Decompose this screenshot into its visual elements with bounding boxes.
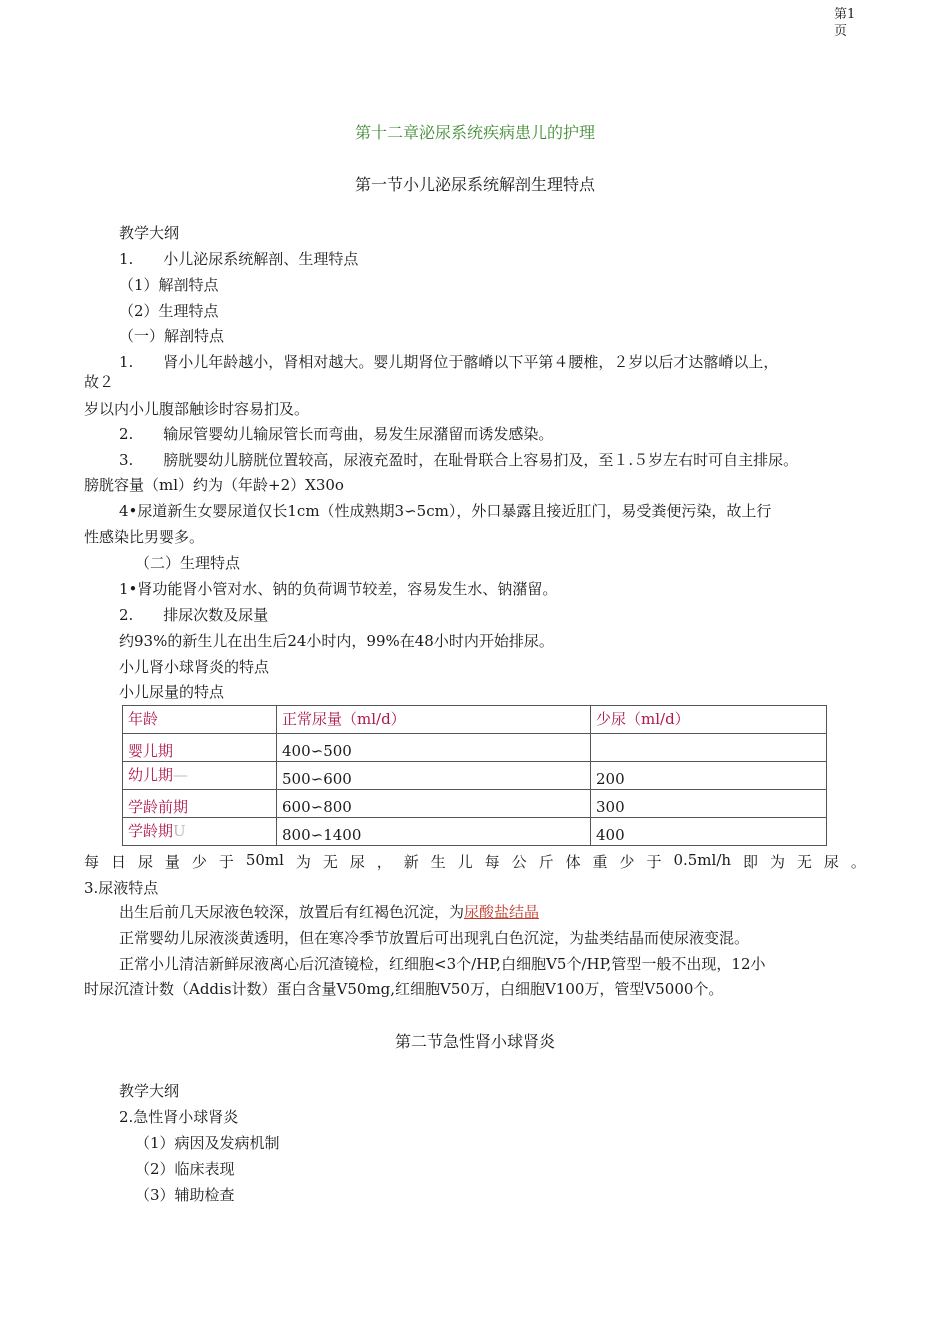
page-number-bottom: 页 [834,24,848,39]
spaced-word: 为 [769,853,785,871]
header-age: 年龄 [123,706,277,734]
outline-sub-1: （1）解剖特点 [119,276,219,294]
physiology-item-2-detail: 约93%的新生儿在出生后24小时内，99%在48小时内开始排尿。 [119,632,554,650]
spaced-word: 少 [619,853,635,871]
outline-item-2: 2.急性肾小球肾炎 [119,1108,239,1126]
spaced-word: 生 [430,853,446,871]
normal-volume-cell: 800∽1400 [277,818,591,846]
physiology-heading: （二）生理特点 [135,554,241,572]
outline-sub-exam: （3）辅助检查 [135,1186,235,1204]
outline-sub-etiology: （1）病因及发病机制 [135,1134,280,1152]
ureter-paragraph: 2. 输尿管婴幼儿输尿管长而弯曲，易发生尿潴留而诱发感染。 [119,425,554,443]
spaced-word: ， [376,853,392,871]
spaced-word: 于 [218,853,234,871]
oliguria-cell: 400 [591,818,827,846]
spaced-word: 于 [646,853,662,871]
age-mark: — [173,766,189,784]
spaced-word: 斤 [538,853,554,871]
anuria-definition-line [84,851,866,872]
spaced-word: 量 [164,853,180,871]
chapter-title: 第十二章泌尿系统疾病患儿的护理 [354,123,595,142]
spaced-word: 每 [484,853,500,871]
spaced-word: 儿 [457,853,473,871]
bladder-paragraph-line1: 3. 膀胱婴幼儿膀胱位置较高，尿液充盈时，在耻骨联合上容易扪及，至１.５岁左右时可自主排尿。 [119,451,799,469]
age-label: 婴儿期 [128,742,174,760]
spaced-word: 即 [742,853,758,871]
table-row [123,790,827,818]
spaced-word: 每 [84,853,100,871]
spaced-word: 体 [565,853,581,871]
spaced-word: 新 [403,853,419,871]
spaced-word: 重 [592,853,608,871]
table-row [123,818,827,846]
outline-sub-clinical: （2）临床表现 [135,1160,235,1178]
oliguria-cell: 200 [591,762,827,790]
normal-volume-cell: 600∽800 [277,790,591,818]
spaced-word: 。 [850,853,866,871]
spaced-word: 尿 [823,853,839,871]
age-label: 幼儿期 [128,766,174,784]
outline-label: 教学大纲 [119,224,180,242]
spaced-word: 无 [796,853,812,871]
urethra-paragraph-line1: 4•尿道新生女婴尿道仅长1cm（性成熟期3∽5cm），外口暴露且接近肛门，易受粪便污染，故上行 [119,502,772,520]
section1-title: 第一节小儿泌尿系统解剖生理特点 [354,175,595,194]
table-caption: 小儿尿量的特点 [119,683,225,701]
nephritis-feature-heading: 小儿肾小球肾炎的特点 [119,658,270,676]
age-cell [123,818,277,846]
urine-volume-table [122,705,827,846]
sediment-paragraph-line2: 时尿沉渣计数（Addis计数）蛋白含量V50mg,红细胞V50万，白细胞V100万，管型V5000个。 [84,980,724,998]
table-row [123,734,827,762]
oliguria-cell: 300 [591,790,827,818]
spaced-word: 日 [110,853,126,871]
header-normal-volume: 正常尿量（ml/d） [277,706,591,734]
spaced-word: 无 [322,853,338,871]
spaced-word: 尿 [137,853,153,871]
age-cell [123,790,277,818]
spaced-word: 少 [191,853,207,871]
urate-crystal-link[interactable]: 尿酸盐结晶 [464,903,540,921]
outline-label-2: 教学大纲 [119,1082,180,1100]
outline-sub-2: （2）生理特点 [119,302,219,320]
age-label: 学龄前期 [128,798,189,816]
table-header-row [123,706,827,734]
age-label: 学龄期 [128,822,174,840]
outline-item-1: 1. 小儿泌尿系统解剖、生理特点 [119,250,359,268]
age-cell [123,734,277,762]
age-cell [123,762,277,790]
physiology-item-2: 2. 排尿次数及尿量 [119,606,269,624]
physiology-item-1: 1•肾功能肾小管对水、钠的负荷调节较差，容易发生水、钠潴留。 [119,580,558,598]
bladder-paragraph-line2: 膀胱容量（ml）约为（年龄+2）X30o [84,476,344,494]
spaced-word: 尿 [349,853,365,871]
oliguria-cell [591,734,827,762]
age-mark: U [173,822,186,840]
spaced-word: 为 [295,853,311,871]
sediment-paragraph-line1: 正常小儿清洁新鲜尿液离心后沉渣镜检，红细胞<3个/HP,白细胞V5个/HP,管型一般不出现，12小 [119,955,766,973]
kidney-paragraph-line2: 故２ [84,373,115,391]
page-number-top: 第1 [834,7,856,22]
urine-color-text: 出生后前几天尿液色较深，放置后有红褐色沉淀，为 [119,903,465,921]
spaced-word: 公 [511,853,527,871]
normal-volume-cell: 500∽600 [277,762,591,790]
kidney-paragraph-line1: 1. 肾小儿年龄越小，肾相对越大。婴儿期肾位于髂嵴以下平第４腰椎，２岁以后才达髂嵴以上， [119,353,779,371]
urine-turbidity-paragraph: 正常婴幼儿尿液淡黄透明，但在寒冷季节放置后可出现乳白色沉淀，为盐类结晶而使尿液变混。 [119,929,750,947]
section2-title: 第二节急性肾小球肾炎 [394,1032,555,1051]
urine-color-paragraph [119,901,539,922]
urine-characteristics-heading: 3.尿液特点 [84,879,159,897]
table-row [123,762,827,790]
normal-volume-cell: 400∽500 [277,734,591,762]
page-number [834,6,855,40]
spaced-word: 0.5ml/h [673,851,732,869]
urethra-paragraph-line2: 性感染比男婴多。 [84,528,205,546]
header-oliguria: 少尿（ml/d） [591,706,827,734]
kidney-paragraph-line3: 岁以内小儿腹部触诊时容易扪及。 [84,400,310,418]
spaced-word: 50ml [245,851,284,869]
anatomy-heading: （一）解剖特点 [119,327,225,345]
